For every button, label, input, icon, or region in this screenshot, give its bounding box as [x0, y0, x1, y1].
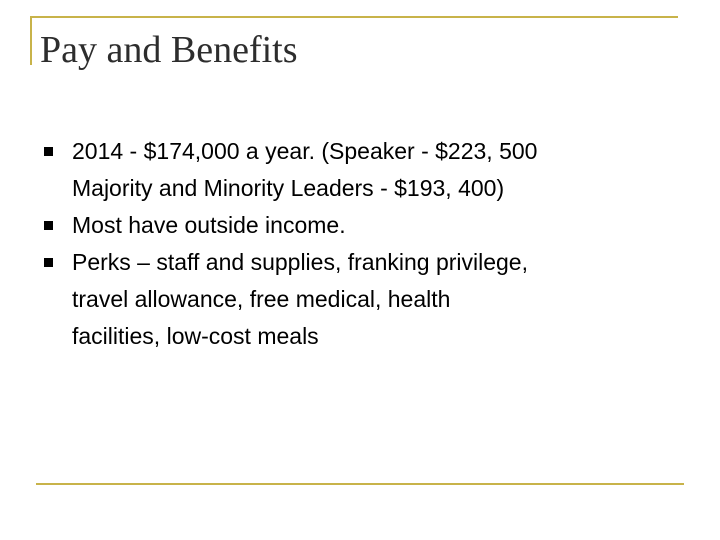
- bullet-item-pay: [44, 133, 684, 207]
- bullet-line: facilities, low-cost meals: [72, 323, 319, 349]
- square-bullet-icon: [44, 258, 53, 267]
- bullet-line: Majority and Minority Leaders - $193, 400): [72, 175, 505, 201]
- bullet-item-perks: [44, 244, 684, 355]
- bullet-item-income: [44, 207, 684, 244]
- bullet-line: Perks – staff and supplies, franking privilege,: [72, 249, 528, 275]
- slide-title: Pay and Benefits: [40, 29, 298, 71]
- bullet-line: travel allowance, free medical, health: [72, 286, 451, 312]
- bottom-rule: [36, 483, 684, 485]
- bullet-line: 2014 - $174,000 a year. (Speaker - $223, 500: [72, 138, 538, 164]
- square-bullet-icon: [44, 221, 53, 230]
- top-rule: [30, 16, 678, 18]
- bullet-list: [44, 133, 684, 355]
- left-rule: [30, 16, 32, 65]
- bullet-line: Most have outside income.: [72, 212, 346, 238]
- square-bullet-icon: [44, 147, 53, 156]
